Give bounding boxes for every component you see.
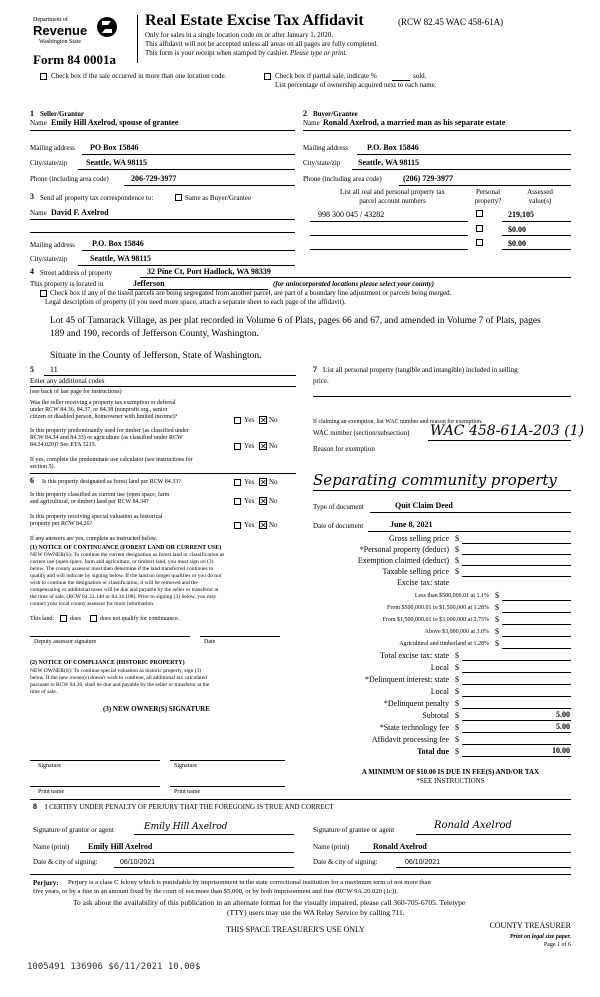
calc-label: Total excise tax: state <box>380 651 449 660</box>
calc-label: Subtotal <box>422 711 449 720</box>
dollar-sign: $ <box>455 545 459 554</box>
bracket-label: Above $3,000,000 at 3.0% <box>424 629 489 635</box>
assessed-value[interactable]: $0.00 <box>508 225 526 234</box>
notice-line: contact your local county assessor for more information. <box>30 601 155 607</box>
sec6-q3-l2: property per RCW 84.26? <box>30 521 93 527</box>
perjury-label: Perjury: <box>33 879 59 887</box>
calc-label: Gross selling price <box>389 534 449 543</box>
sec3-name-label: Name <box>30 209 47 217</box>
parcel-number[interactable]: 998 300 045 / 43282 <box>318 210 385 219</box>
new-owner-signature-title: (3) NEW OWNER(S) SIGNATURE <box>103 705 210 713</box>
sec5-q3-l1: If yes, complete the predominate use calculator (see instructions for <box>30 457 193 463</box>
sec1-title: Seller/Grantor <box>40 110 84 118</box>
form-rcw: (RCW 82.45 WAC 458-61A) <box>398 17 504 27</box>
street-label: Street address of property <box>40 269 113 277</box>
tax-correspondence-name[interactable]: David F. Axelrod <box>51 208 109 217</box>
dollar-sign: $ <box>455 711 459 720</box>
county-treasurer: COUNTY TREASURER <box>489 921 571 930</box>
dollar-sign: $ <box>455 556 459 565</box>
yes-label: Yes <box>244 416 255 424</box>
technology-fee-value[interactable]: 5.00 <box>556 722 570 731</box>
header-note2: This affidavit will not be accepted unless all areas on all pages are fully completed. <box>145 40 378 48</box>
codes-instructions: (see back of last page for instructions) <box>30 389 122 395</box>
notice-continuance-title: (1) NOTICE OF CONTINUANCE (FOREST LAND OR CURRENT USE) <box>30 545 222 551</box>
sec1-city-label: City/state/zip <box>30 159 68 167</box>
personal-property-checkbox[interactable] <box>476 239 483 246</box>
dollar-sign: $ <box>455 663 459 672</box>
notice-line: compensating or additional taxes will be due and payable by the seller or transferor at <box>30 587 219 593</box>
sec3-title: Send all property tax correspondence to: <box>40 194 154 202</box>
sec6-q3-l1: Is this property receiving special valuation as historical <box>30 514 163 520</box>
buyer-mailing[interactable]: P.O. Box 15846 <box>367 143 419 152</box>
notice-line: wish to continue the designation or classification, it will be removed and the <box>30 580 198 586</box>
calc-label: Local <box>430 663 449 672</box>
multi-location-label: Check box if the sale occurred in more than one location code. <box>51 72 227 80</box>
no-label: No <box>269 478 278 486</box>
notice-line: qualify and will indicate by signing below. If the land no longer qualifies or you do not <box>30 573 222 579</box>
legal-paper-note: Print on legal size paper. <box>509 934 571 940</box>
document-date[interactable]: June 8, 2021 <box>390 520 433 529</box>
sec6-num: 6 <box>30 476 34 485</box>
sec6-q2-l2: and agricultural, or timber) land per RCW 84.34? <box>30 499 149 505</box>
availability-text-1: To ask about the availability of this publication in an alternate format for the visually impaired, please call 360-705-6705. Teletype <box>73 898 466 907</box>
grantor-signature[interactable]: Emily Hill Axelrod <box>144 822 228 832</box>
sec2-title: Buyer/Grantee <box>313 110 358 118</box>
calc-label: Total due <box>417 747 449 756</box>
grantee-date-label: Date & city of signing: <box>313 858 378 866</box>
grantee-name-label: Name (print) <box>313 843 350 851</box>
seller-phone[interactable]: 206-729-3977 <box>131 174 177 183</box>
minimum-due: A MINIMUM OF $10.00 IS DUE IN FEE(S) AND/OR TAX <box>361 768 540 776</box>
dollar-sign: $ <box>455 675 459 684</box>
calc-label: *State technology fee <box>379 723 449 732</box>
current-use-yes-checkbox[interactable] <box>234 498 241 505</box>
buyer-city[interactable]: Seattle, WA 98115 <box>358 158 419 167</box>
no-label: No <box>269 442 278 450</box>
sec5-num: 5 <box>30 365 34 374</box>
dollar-sign: $ <box>495 639 499 648</box>
dollar-sign: $ <box>455 735 459 744</box>
legal-description-1[interactable]: Lot 45 of Tamarack Village, as per plat recorded in Volume 6 of Plats, pages 66 and 67, and amended in Volume 7 of Plats, pages <box>50 316 541 326</box>
parcel-col1-l2: parcel account numbers <box>359 197 426 205</box>
bracket-label: Agricultural and timberland at 1.28% <box>399 641 489 647</box>
yes-label: Yes <box>244 442 255 450</box>
exemption-instruction: If claiming an exemption, list WAC number and reason for exemption. <box>313 419 483 425</box>
sig-grantee-label: Signature of grantee or agent <box>313 826 395 834</box>
multi-location-checkbox[interactable] <box>40 73 47 80</box>
sec1-name-label: Name <box>30 119 47 127</box>
owner-signature2-label: Signature <box>174 763 197 769</box>
bracket-label: Less than $500,000.01 at 1.1% <box>414 593 489 599</box>
dollar-sign: $ <box>495 627 499 636</box>
sec1-num: 1 <box>30 109 34 118</box>
notice-line: pursuant to RCW 84.26, shall be due and payable by the seller or transferor at the <box>30 682 210 688</box>
doc-type-label: Type of document <box>313 503 364 511</box>
does-label: does <box>70 616 81 622</box>
current-use-no-checkbox-checked[interactable]: ✕ <box>260 497 267 506</box>
calc-label: Exemption claimed (deduct) <box>357 556 449 565</box>
total-due-value[interactable]: 10.00 <box>552 746 570 755</box>
notice-line: below. If the new owner(s) doesn't wish to continue, all additional tax calculated <box>30 675 207 681</box>
exemption-reason[interactable]: Separating community property <box>313 471 557 489</box>
dollar-sign: $ <box>495 591 499 600</box>
property-location[interactable]: Jefferson <box>133 279 165 288</box>
legal-label: Legal description of property (if you need more space, attach a separate sheet to each page of the affidavit). <box>45 298 346 306</box>
perjury-text-2: five years, or by a fine in an amount fixed by the court of not more than $5,000, or by both imprisonment and fine (RCW 9A.20.020 (1c)). <box>33 888 399 895</box>
tax-correspondence-mailing[interactable]: P.O. Box 15846 <box>92 239 144 248</box>
form-title: Real Estate Excise Tax Affidavit <box>145 12 364 29</box>
parcel-col2-l2: property? <box>474 197 502 205</box>
calc-label: Taxable selling price <box>382 567 449 576</box>
receipt-stamp: 1005491 136906 $6/11/2021 10.00$ <box>27 962 201 972</box>
dollar-sign: $ <box>495 615 499 624</box>
this-land-label: This land: <box>30 616 55 622</box>
sec5-q2-l1: Is this property predominantly used for timber (as classified under <box>30 428 189 434</box>
see-instructions: *SEE INSTRUCTIONS <box>416 777 485 785</box>
parcel-col1-l1: List all real and personal property tax <box>340 188 445 196</box>
sec4-num: 4 <box>30 267 34 276</box>
owner-print2-label: Print name <box>174 789 201 795</box>
grantor-date[interactable]: 06/10/2021 <box>120 859 156 866</box>
sec1-phone-label: Phone (including area code) <box>30 175 109 183</box>
q2-yes-checkbox[interactable] <box>234 443 241 450</box>
any-yes-note: If any answers are yes, complete as instructed below. <box>30 536 158 542</box>
sec2-num: 2 <box>303 109 307 118</box>
grantee-date[interactable]: 06/10/2021 <box>405 859 441 866</box>
grantor-name-label: Name (print) <box>33 843 70 851</box>
dollar-sign: $ <box>455 699 459 708</box>
yes-label: Yes <box>244 521 255 529</box>
no-label: No <box>269 416 278 424</box>
header-note1: Only for sales in a single location code on or after January 1, 2020. <box>145 31 333 39</box>
header-note3: This form is your receipt when stamped by cashier. <box>145 49 289 57</box>
sec8-num: 8 <box>33 802 37 811</box>
q2-no-checkbox-checked[interactable]: ✕ <box>260 442 267 451</box>
yes-label: Yes <box>244 478 255 486</box>
calc-label: *Delinquent penalty <box>383 699 449 708</box>
dollar-sign: $ <box>455 567 459 576</box>
seller-city[interactable]: Seattle, WA 98115 <box>86 158 147 167</box>
located-label: This property is located in <box>30 280 104 288</box>
segregated-label: Check box if any of the listed parcels are being segregated from another parcel, are part of a boundary line adjustment or parcels being merged. <box>50 289 452 297</box>
dollar-sign: $ <box>455 723 459 732</box>
reason-label: Reason for exemption <box>313 445 375 453</box>
calc-label: Affidavit processing fee <box>371 735 449 744</box>
sec5-q1-l2: under RCW 84.36, 84.37, or 84.38 (nonprofit org., senior <box>30 407 168 413</box>
availability-text-2: (TTY) users may use the WA Relay Service by calling 711. <box>227 908 405 917</box>
does-not-label: does not qualify for continuance. <box>100 616 180 622</box>
notice-line: NEW OWNER(S): To continue the current designation as forest land or classification as <box>30 552 225 558</box>
buyer-phone[interactable]: (206) 729-3977 <box>403 174 453 183</box>
calc-label: Local <box>430 687 449 696</box>
does-not-checkbox[interactable] <box>90 615 97 622</box>
dollar-sign: $ <box>455 747 459 756</box>
page-number: Page 1 of 6 <box>543 942 571 948</box>
calc-label: Excise tax: state <box>397 578 449 587</box>
buyer-name[interactable]: Ronald Axelrod, a married man as his separate estate <box>323 118 506 127</box>
parcel-col3-l2: value(s) <box>528 197 552 205</box>
notice-line: current use (open space, farm and agriculture, or timber) land, you must sign on (3) <box>30 559 214 565</box>
certify-text: I CERTIFY UNDER PENALTY OF PERJURY THAT THE FOREGOING IS TRUE AND CORRECT <box>45 803 334 811</box>
sec5-q2-l2: RCW 84.34 and 84.33) or agriculture (as classified under RCW <box>30 435 183 441</box>
historic-no-checkbox-checked[interactable]: ✕ <box>260 521 267 530</box>
calc-label: *Delinquent interest: state <box>365 675 449 684</box>
header-note3-italic: Please type or print. <box>290 49 348 57</box>
grantor-name[interactable]: Emily Hill Axelrod <box>88 842 153 851</box>
q1-yes-checkbox[interactable] <box>234 417 241 424</box>
dollar-sign: $ <box>455 534 459 543</box>
sec5-q3-l2: section 5). <box>30 464 55 470</box>
treasurer-use: THIS SPACE TREASURER'S USE ONLY <box>226 925 365 934</box>
sec6-q2-l1: Is this property classified as current use (open space, farm <box>30 492 170 498</box>
deputy-signature-label: Deputy assessor signature <box>34 639 97 645</box>
no-label: No <box>269 521 278 529</box>
bracket-label: From $1,500,000.01 to $3,000,000 at 2.75% <box>382 617 489 623</box>
sec1-mail-label: Mailing address <box>30 144 75 152</box>
sig-grantor-label: Signature of grantor or agent <box>33 826 114 834</box>
does-checkbox[interactable] <box>60 615 67 622</box>
sec6-q1: Is this property designated as forest land per RCW 84.33? <box>42 479 181 485</box>
q1-no-checkbox-checked[interactable]: ✕ <box>260 416 267 425</box>
sec2-city-label: City/state/zip <box>303 159 341 167</box>
personal-property-checkbox[interactable] <box>476 210 483 217</box>
parcel-col3-l1: Assessed <box>527 188 553 196</box>
doc-date-label: Date of document <box>313 522 364 530</box>
legal-description-3[interactable]: Situate in the County of Jefferson, State of Washington. <box>50 351 262 361</box>
wac-label: WAC number (section/subsection) <box>313 429 410 437</box>
same-as-buyer-label: Same as Buyer/Grantee <box>185 194 252 202</box>
seller-name[interactable]: Emily Hill Axelrod, spouse of grantee <box>51 118 179 127</box>
located-note: (for unincorporated locations please select your county) <box>273 280 434 288</box>
wac-number[interactable]: WAC 458-61A-203 (1) <box>430 423 585 439</box>
notice-line: below. The county assessor must then determine if the land transferred continues to <box>30 566 214 572</box>
location-code[interactable]: 11 <box>50 365 58 374</box>
no-label: No <box>269 497 278 505</box>
partial-sale-checkbox[interactable] <box>264 73 271 80</box>
notice-line: the time of sale. (RCW 84.33.140 or 84.34.108). Prior to signing (3) below, you may <box>30 594 217 600</box>
yes-label: Yes <box>244 497 255 505</box>
sec3-city-label: City/state/zip <box>30 255 68 263</box>
dept-line3: Washington State <box>39 39 82 45</box>
notice-line: NEW OWNER(S): To continue special valuation as historic property, sign (3) <box>30 668 202 674</box>
historic-yes-checkbox[interactable] <box>234 522 241 529</box>
dollar-sign: $ <box>495 603 499 612</box>
forest-yes-checkbox[interactable] <box>234 479 241 486</box>
dept-line1: Department of <box>33 17 68 23</box>
dor-logo-icon <box>96 16 118 38</box>
grantor-date-label: Date & city of signing: <box>33 858 98 866</box>
notice-compliance-title: (2) NOTICE OF COMPLIANCE (HISTORIC PROPERTY) <box>30 660 185 666</box>
form-number: Form 84 0001a <box>33 52 117 67</box>
perjury-text-1: Perjury is a class C felony which is punishable by imprisonment in the state correctional institution for a maximum term of not more than <box>68 879 431 886</box>
dollar-sign: $ <box>455 687 459 696</box>
deputy-date-label: Date <box>204 639 216 645</box>
legal-description-2[interactable]: 189 and 190, records of Jefferson County, Washington. <box>50 329 259 339</box>
forest-no-checkbox-checked[interactable]: ✕ <box>260 478 267 487</box>
owner-signature-label: Signature <box>38 763 61 769</box>
same-as-buyer-checkbox[interactable] <box>175 194 182 201</box>
sec3-num: 3 <box>30 192 34 201</box>
sec5-q2-l3: 84.34.020)? See ETA 3215. <box>30 442 97 448</box>
sec5-q1-l1: Was the seller receiving a property tax exemption or deferral <box>30 400 176 406</box>
tax-correspondence-city[interactable]: Seattle, WA 98115 <box>90 254 151 263</box>
bracket-label: From $500,000.01 to $1,500,000 at 1.28% <box>387 605 489 611</box>
dollar-sign: $ <box>455 651 459 660</box>
property-street[interactable]: 32 Pine Ct, Port Hadlock, WA 98339 <box>147 267 271 276</box>
sec7-text-l1: List all personal property (tangible and intangible) included in selling <box>323 366 518 374</box>
sec5-q1-l3: citizen or disabled person, homeowner with limited income)? <box>30 414 178 420</box>
grantee-name[interactable]: Ronald Axelrod <box>373 842 427 851</box>
sec7-num: 7 <box>313 365 317 374</box>
subtotal-value[interactable]: 5.00 <box>556 710 570 719</box>
sec2-name-label: Name <box>303 119 320 127</box>
sec2-phone-label: Phone (including area code) <box>303 175 382 183</box>
sec3-mail-label: Mailing address <box>30 241 75 249</box>
codes-label: Enter any additional codes <box>30 377 105 385</box>
parcel-col2-l1: Personal <box>475 188 501 196</box>
seller-mailing[interactable]: PO Box 15846 <box>90 143 139 152</box>
calc-label: *Personal property (deduct) <box>359 545 449 554</box>
partial-sale-sold: sold. <box>413 72 427 80</box>
personal-property-checkbox[interactable] <box>476 225 483 232</box>
grantee-signature[interactable]: Ronald Axelrod <box>434 820 512 831</box>
assessed-value[interactable]: 219,105 <box>508 210 534 219</box>
assessed-value[interactable]: $0.00 <box>508 239 526 248</box>
sec2-mail-label: Mailing address <box>303 144 348 152</box>
sec7-text-l2: price. <box>313 377 329 385</box>
document-type[interactable]: Quit Claim Deed <box>395 501 453 510</box>
list-percentage: List percentage of ownership acquired next to each name. <box>275 81 437 89</box>
notice-line: time of sale. <box>30 689 58 695</box>
dept-line2: Revenue <box>33 23 88 38</box>
owner-print-label: Print name <box>38 789 65 795</box>
segregated-checkbox[interactable] <box>40 290 47 297</box>
partial-sale-label: Check box if partial sale, indicate % <box>275 72 377 80</box>
